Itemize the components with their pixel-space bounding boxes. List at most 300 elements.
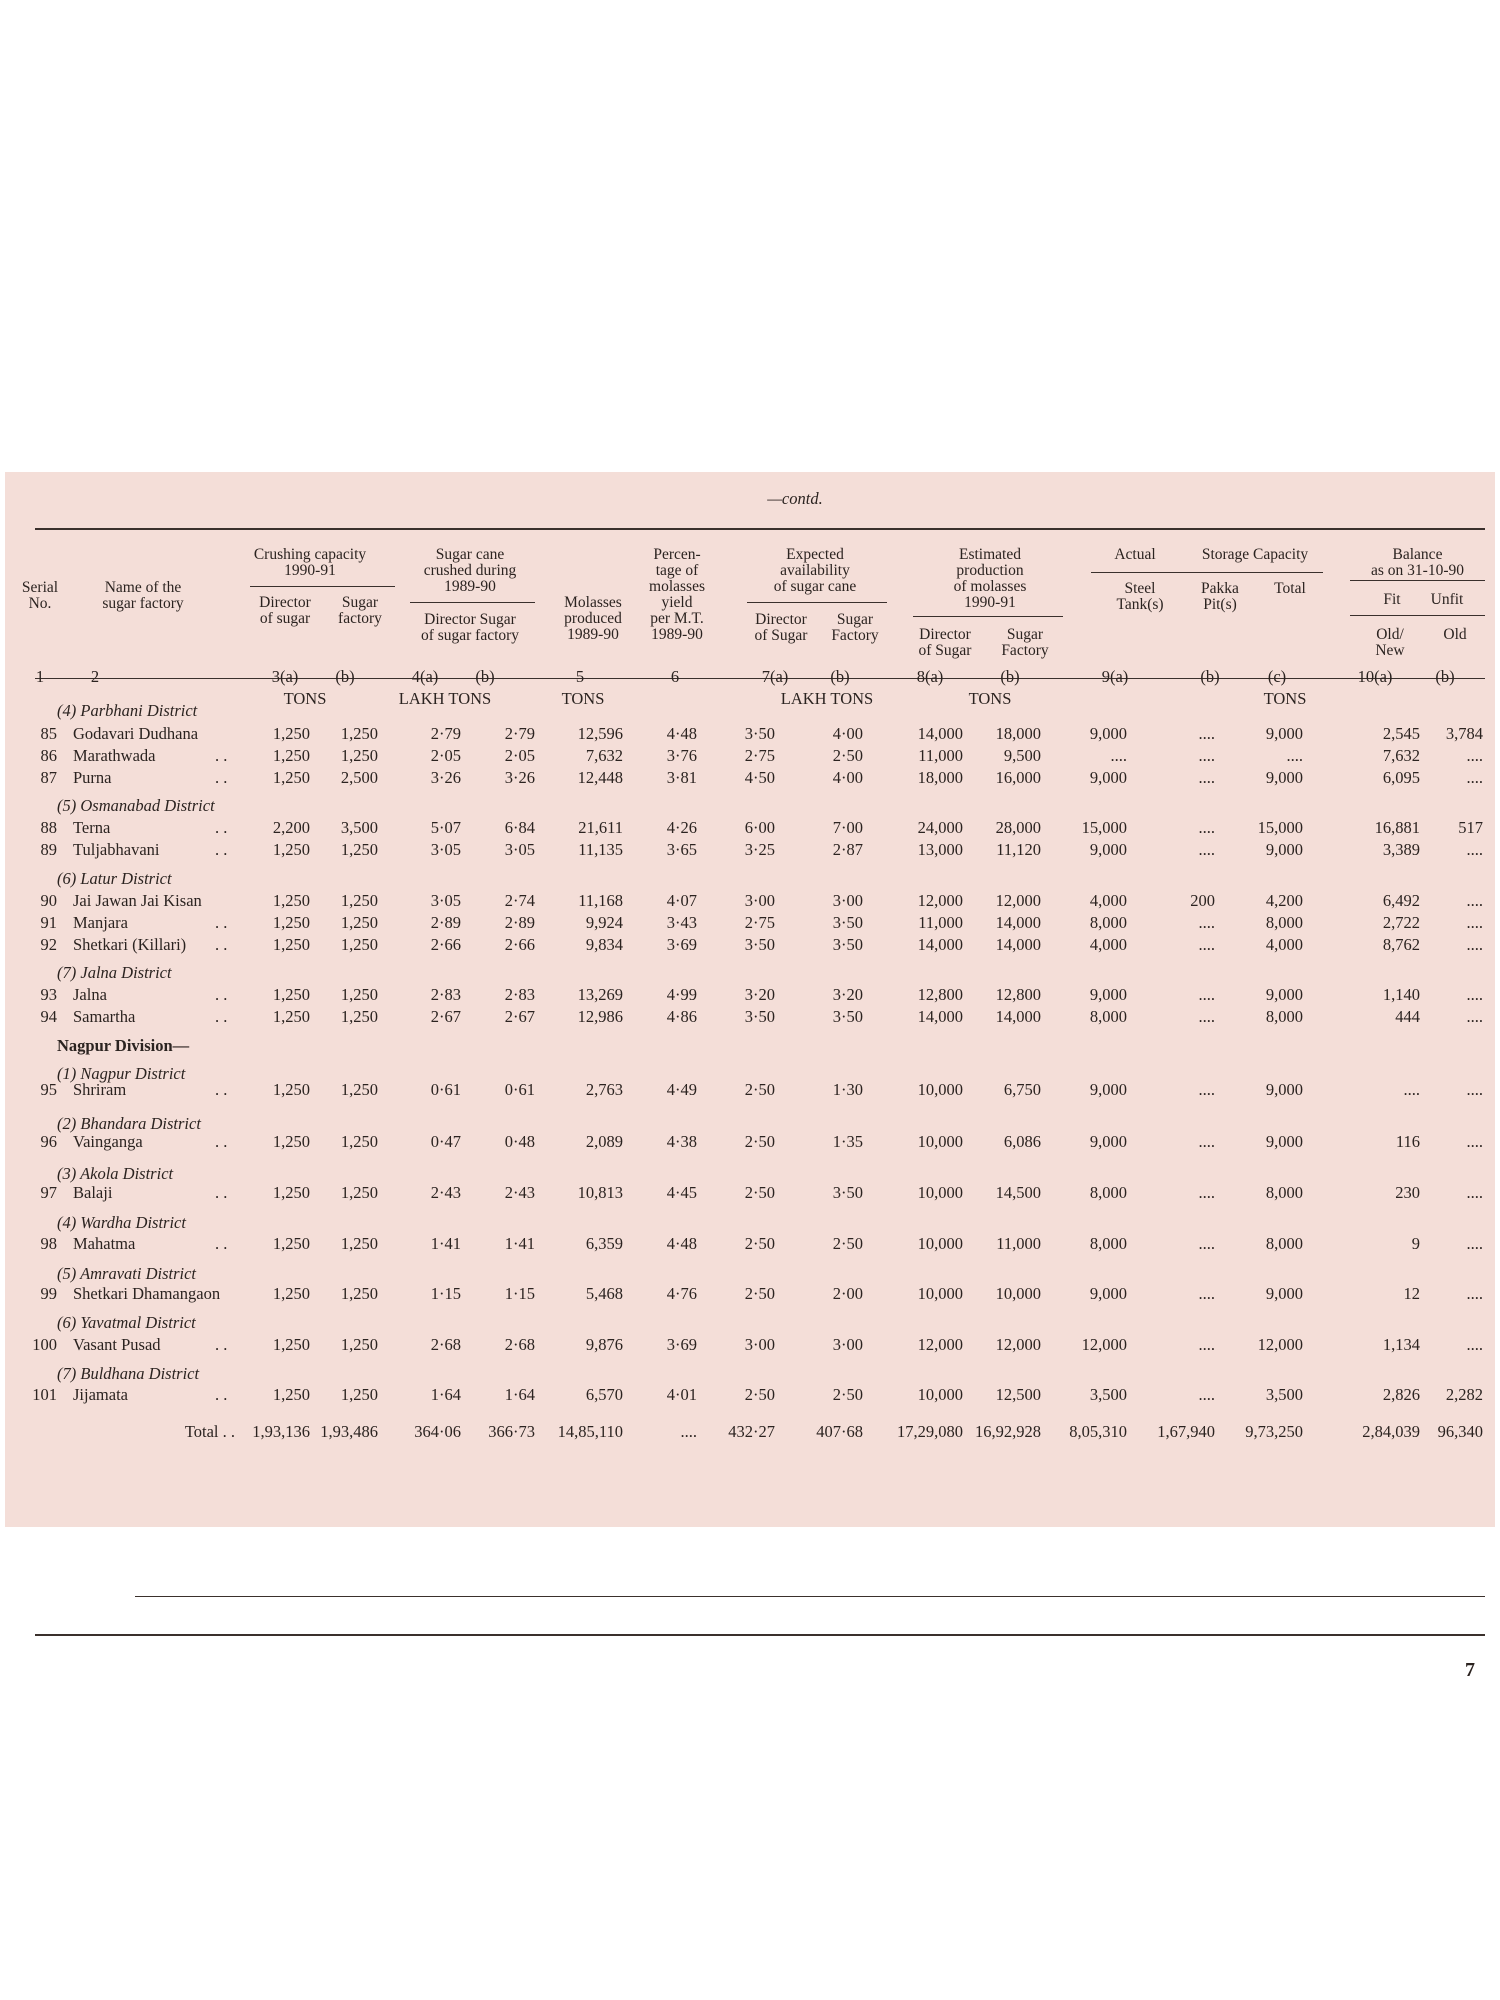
total-cell: 14,85,110	[557, 1422, 623, 1441]
table-cell: 8,000	[1089, 913, 1127, 932]
district-heading: (1) Nagpur District	[57, 1064, 186, 1083]
table-cell: 3·50	[832, 913, 863, 932]
table-cell: 12,596	[577, 724, 623, 743]
table-cell: 9	[1411, 1234, 1420, 1253]
serial-number: 89	[40, 840, 57, 859]
bottom-rule	[35, 1634, 1485, 1636]
table-cell: 2·50	[744, 1385, 775, 1404]
serial-number: 93	[40, 985, 57, 1004]
table-cell: 444	[1395, 1007, 1420, 1026]
table-cell: ....	[1198, 746, 1215, 765]
table-cell: ....	[1466, 985, 1483, 1004]
table-cell: ....	[1198, 1234, 1215, 1253]
table-cell: 6,492	[1382, 891, 1420, 910]
table-cell: ....	[1198, 1183, 1215, 1202]
leader-dots: . .	[215, 818, 228, 837]
table-cell: 1,250	[272, 1007, 310, 1026]
serial-number: 97	[40, 1183, 57, 1202]
table-cell: ....	[1403, 1080, 1420, 1099]
column-number: 10(a)	[1357, 667, 1393, 686]
table-cell: 14,000	[995, 913, 1041, 932]
table-cell: 1·15	[430, 1284, 461, 1303]
table-cell: 1·41	[430, 1234, 461, 1253]
factory-name: Shetkari (Killari)	[73, 935, 187, 954]
factory-name: Jalna	[73, 985, 107, 1004]
total-cell: 407·68	[816, 1422, 863, 1441]
table-cell: 1,250	[272, 768, 310, 787]
header-estimated-b: Sugar Factory	[1001, 626, 1049, 659]
table-cell: 4,000	[1089, 891, 1127, 910]
table-cell: 9,000	[1089, 840, 1127, 859]
total-cell: 16,92,928	[975, 1422, 1041, 1441]
table-cell: 2·66	[430, 935, 461, 954]
table-cell: 8,000	[1265, 1007, 1303, 1026]
serial-number: 94	[40, 1007, 57, 1026]
table-cell: 12,800	[917, 985, 963, 1004]
table-cell: 7,632	[585, 746, 623, 765]
total-cell: 1,93,136	[252, 1422, 310, 1441]
table-cell: 11,135	[578, 840, 623, 859]
table-cell: 2·79	[504, 724, 535, 743]
table-cell: 4·99	[666, 985, 697, 1004]
table-cell: 13,000	[917, 840, 963, 859]
table-cell: 3·20	[744, 985, 775, 1004]
total-cell: 8,05,310	[1069, 1422, 1127, 1441]
table-cell: 1,250	[272, 891, 310, 910]
table-cell: 10,000	[917, 1385, 963, 1404]
table-cell: 1,250	[340, 840, 378, 859]
header-expected: Expected availability of sugar cane	[773, 546, 857, 595]
table-cell: 6·00	[744, 818, 775, 837]
district-heading: (4) Wardha District	[57, 1213, 186, 1232]
table-cell: 3·76	[666, 746, 697, 765]
table-cell: 2·74	[504, 891, 535, 910]
table-cell: 1·41	[504, 1234, 535, 1253]
table-cell: 4·50	[744, 768, 775, 787]
cane-rule	[410, 602, 535, 603]
district-heading: (2) Bhandara District	[57, 1114, 201, 1133]
table-cell: 6,095	[1382, 768, 1420, 787]
unit-label: LAKH TONS	[398, 689, 492, 708]
column-number: 9(a)	[1101, 667, 1129, 686]
header-serial: Serial No.	[21, 579, 59, 612]
table-cell: 1,250	[272, 1132, 310, 1151]
table-cell: 6,570	[585, 1385, 623, 1404]
table-cell: ....	[1198, 768, 1215, 787]
table-cell: 1,250	[272, 1385, 310, 1404]
table-cell: ....	[1198, 1385, 1215, 1404]
table-cell: 4·48	[666, 724, 697, 743]
total-cell: 1,93,486	[320, 1422, 378, 1441]
table-cell: 3·05	[430, 891, 461, 910]
table-cell: 230	[1395, 1183, 1420, 1202]
leader-dots: . .	[215, 1007, 228, 1026]
table-cell: 1,250	[272, 1335, 310, 1354]
table-cell: 1,250	[340, 985, 378, 1004]
header-expected-a: Director of Sugar	[754, 611, 808, 644]
table-cell: 11,168	[578, 891, 623, 910]
column-number: 8(a)	[916, 667, 944, 686]
serial-number: 92	[40, 935, 57, 954]
table-cell: 9,000	[1265, 1132, 1303, 1151]
table-cell: 3·81	[666, 768, 697, 787]
table-cell: 16,000	[995, 768, 1041, 787]
table-cell: 9,834	[585, 935, 623, 954]
table-cell: 0·48	[504, 1132, 535, 1151]
factory-name: Balaji	[73, 1183, 113, 1202]
table-cell: 1,250	[340, 891, 378, 910]
table-cell: 4·76	[666, 1284, 697, 1303]
table-cell: ....	[1198, 1335, 1215, 1354]
factory-name: Tuljabhavani	[73, 840, 160, 859]
table-cell: 2,200	[272, 818, 310, 837]
table-cell: ....	[1198, 985, 1215, 1004]
leader-dots: . .	[215, 768, 228, 787]
table-cell: 3·50	[744, 1007, 775, 1026]
table-cell: 3·50	[744, 935, 775, 954]
table-cell: 9,000	[1089, 768, 1127, 787]
table-cell: 12,000	[1081, 1335, 1127, 1354]
factory-name: Vasant Pusad	[73, 1335, 161, 1354]
factory-name: Shriram	[73, 1080, 127, 1099]
total-top-rule	[135, 1596, 1485, 1597]
table-cell: 1,140	[1382, 985, 1420, 1004]
table-cell: 2·43	[430, 1183, 461, 1202]
table-cell: ....	[1466, 1080, 1483, 1099]
table-cell: ....	[1466, 768, 1483, 787]
table-cell: 9,000	[1265, 985, 1303, 1004]
table-cell: 2·67	[504, 1007, 535, 1026]
table-cell: 10,813	[577, 1183, 623, 1202]
table-cell: 2·50	[832, 1385, 863, 1404]
table-cell: 2·66	[504, 935, 535, 954]
table-cell: 3·00	[832, 891, 863, 910]
table-cell: 2·05	[504, 746, 535, 765]
column-number: (b)	[335, 667, 355, 686]
table-cell: 9,000	[1089, 724, 1127, 743]
table-cell: 10,000	[917, 1284, 963, 1303]
table-cell: 1·15	[504, 1284, 535, 1303]
column-number: (b)	[475, 667, 495, 686]
column-number: 1	[35, 667, 45, 686]
table-cell: 18,000	[917, 768, 963, 787]
table-cell: ....	[1466, 746, 1483, 765]
factory-name: Jijamata	[73, 1385, 128, 1404]
leader-dots: . .	[215, 985, 228, 1004]
header-crushing-b: Sugar factory	[338, 594, 382, 627]
table-cell: 2·50	[744, 1080, 775, 1099]
table-cell: 2,545	[1382, 724, 1420, 743]
column-number: (b)	[1200, 667, 1220, 686]
district-heading: (3) Akola District	[57, 1164, 174, 1183]
table-cell: ....	[1198, 1132, 1215, 1151]
serial-number: 90	[40, 891, 57, 910]
leader-dots: . .	[215, 1234, 228, 1253]
table-cell: 0·61	[430, 1080, 461, 1099]
table-cell: 2,500	[340, 768, 378, 787]
header-name: Name of the sugar factory	[102, 579, 184, 612]
table-cell: 9,924	[585, 913, 623, 932]
leader-dots: . .	[215, 1183, 228, 1202]
table-cell: 3,389	[1382, 840, 1420, 859]
table-cell: 8,000	[1265, 913, 1303, 932]
leader-dots: . .	[215, 1335, 228, 1354]
table-cell: 8,000	[1265, 1183, 1303, 1202]
table-cell: 16,881	[1374, 818, 1420, 837]
column-number: 2	[90, 667, 100, 686]
table-cell: 6,750	[1003, 1080, 1041, 1099]
table-cell: 9,000	[1089, 1284, 1127, 1303]
page-number: 7	[1465, 1659, 1475, 1681]
table-cell: 2,089	[585, 1132, 623, 1151]
column-number: (b)	[830, 667, 850, 686]
table-cell: 1,250	[340, 1335, 378, 1354]
total-cell: 96,340	[1437, 1422, 1483, 1441]
leader-dots: . .	[215, 1132, 228, 1151]
table-cell: 6,086	[1003, 1132, 1041, 1151]
table-cell: ....	[1466, 1183, 1483, 1202]
leader-dots: . .	[215, 913, 228, 932]
unit-label: TONS	[1263, 689, 1307, 708]
table-cell: 4·00	[832, 768, 863, 787]
table-cell: 3·65	[666, 840, 697, 859]
table-cell: 4·00	[832, 724, 863, 743]
storage-rule	[1091, 572, 1323, 573]
district-heading: (5) Amravati District	[57, 1264, 197, 1283]
serial-number: 100	[32, 1335, 57, 1354]
total-cell: 17,29,080	[897, 1422, 963, 1441]
table-cell: 2,826	[1382, 1385, 1420, 1404]
table-cell: 24,000	[917, 818, 963, 837]
table-cell: 12,000	[917, 891, 963, 910]
table-cell: 2·43	[504, 1183, 535, 1202]
column-number: 5	[575, 667, 585, 686]
table-cell: 2·68	[504, 1335, 535, 1354]
table-cell: ....	[1466, 1007, 1483, 1026]
serial-number: 91	[40, 913, 57, 932]
total-cell: 432·27	[728, 1422, 775, 1441]
table-cell: 2·50	[832, 1234, 863, 1253]
table-cell: 1,250	[340, 1080, 378, 1099]
top-rule	[35, 528, 1485, 530]
table-cell: 21,611	[578, 818, 623, 837]
table-cell: 6,359	[585, 1234, 623, 1253]
unit-label: TONS	[561, 689, 605, 708]
table-cell: 116	[1395, 1132, 1420, 1151]
table-cell: 3·00	[744, 891, 775, 910]
unit-label: LAKH TONS	[780, 689, 874, 708]
table-cell: 2·75	[744, 746, 775, 765]
table-cell: 9,000	[1265, 724, 1303, 743]
table-cell: 9,000	[1265, 1284, 1303, 1303]
table-cell: 1,250	[272, 1080, 310, 1099]
leader-dots: . .	[215, 1385, 228, 1404]
unit-label: TONS	[968, 689, 1012, 708]
table-cell: 4·26	[666, 818, 697, 837]
table-cell: 2·50	[744, 1183, 775, 1202]
table-cell: 2·68	[430, 1335, 461, 1354]
table-cell: 2·87	[832, 840, 863, 859]
table-cell: 3,500	[1265, 1385, 1303, 1404]
table-cell: ....	[1286, 746, 1303, 765]
table-cell: 2·50	[744, 1284, 775, 1303]
table-cell: 7·00	[832, 818, 863, 837]
serial-number: 96	[40, 1132, 57, 1151]
table-cell: 4,200	[1265, 891, 1303, 910]
district-heading: (4) Parbhani District	[57, 701, 198, 720]
total-cell: 366·73	[488, 1422, 535, 1441]
balance-rule	[1350, 580, 1485, 581]
table-cell: ....	[1466, 935, 1483, 954]
table-cell: 1,250	[272, 935, 310, 954]
table-cell: 14,000	[995, 935, 1041, 954]
table-cell: 14,000	[917, 1007, 963, 1026]
table-cell: 15,000	[1257, 818, 1303, 837]
header-estimated: Estimated production of molasses 1990-91	[953, 546, 1027, 611]
table-cell: 1·64	[504, 1385, 535, 1404]
table-cell: 8,000	[1089, 1183, 1127, 1202]
table-cell: 3·26	[430, 768, 461, 787]
table-cell: 1,250	[340, 1007, 378, 1026]
serial-number: 95	[40, 1080, 57, 1099]
table-cell: ....	[1466, 1234, 1483, 1253]
table-cell: 3·43	[666, 913, 697, 932]
table-cell: ....	[1198, 724, 1215, 743]
header-actual: Actual	[1114, 546, 1156, 563]
total-cell: 364·06	[414, 1422, 461, 1441]
district-heading: (6) Latur District	[57, 869, 172, 888]
table-cell: 1,250	[340, 935, 378, 954]
total-cell: 9,73,250	[1245, 1422, 1303, 1441]
header-estimated-a: Director of Sugar	[918, 626, 972, 659]
table-cell: 3·50	[744, 724, 775, 743]
serial-number: 98	[40, 1234, 57, 1253]
table-cell: ....	[1198, 840, 1215, 859]
column-number: (b)	[1000, 667, 1020, 686]
table-cell: 9,500	[1003, 746, 1041, 765]
table-cell: 2·75	[744, 913, 775, 932]
table-cell: 2·05	[430, 746, 461, 765]
table-cell: 11,120	[996, 840, 1041, 859]
table-cell: 10,000	[995, 1284, 1041, 1303]
unit-label: TONS	[283, 689, 327, 708]
table-cell: 9,000	[1265, 768, 1303, 787]
district-heading: (7) Jalna District	[57, 963, 172, 982]
table-cell: 3·05	[504, 840, 535, 859]
table-cell: 14,000	[917, 935, 963, 954]
table-cell: 4·49	[666, 1080, 697, 1099]
column-number: 7(a)	[761, 667, 789, 686]
table-cell: 11,000	[918, 746, 963, 765]
table-cell: 1,250	[340, 746, 378, 765]
table-cell: ....	[1110, 746, 1127, 765]
table-cell: 2·67	[430, 1007, 461, 1026]
leader-dots: . .	[215, 935, 228, 954]
table-cell: 6·84	[504, 818, 535, 837]
table-cell: ....	[1198, 1284, 1215, 1303]
table-cell: 2·89	[430, 913, 461, 932]
table-cell: ....	[1466, 913, 1483, 932]
table-cell: ....	[1466, 891, 1483, 910]
table-cell: 3·50	[832, 1007, 863, 1026]
table-cell: 4·48	[666, 1234, 697, 1253]
table-cell: 1,250	[272, 724, 310, 743]
header-cane-ab: Director Sugar of sugar factory	[420, 611, 520, 644]
table-cell: 8,000	[1265, 1234, 1303, 1253]
table-cell: 1,250	[272, 840, 310, 859]
serial-number: 85	[40, 724, 57, 743]
table-cell: ....	[1198, 935, 1215, 954]
header-oldnew: Old/ New	[1375, 626, 1405, 659]
factory-name: Marathwada	[73, 746, 156, 765]
table-cell: 2·83	[430, 985, 461, 1004]
table-cell: 2·50	[832, 746, 863, 765]
table-cell: 9,000	[1089, 985, 1127, 1004]
table-cell: 12,000	[917, 1335, 963, 1354]
header-pakka: Pakka Pit(s)	[1201, 580, 1239, 613]
table-cell: 11,000	[996, 1234, 1041, 1253]
table-cell: 4·07	[666, 891, 697, 910]
header-molasses: Molasses produced 1989-90	[564, 594, 622, 643]
factory-name: Vainganga	[73, 1132, 143, 1151]
table-cell: 3·25	[744, 840, 775, 859]
table-cell: 1,250	[272, 1183, 310, 1202]
table-cell: 3·00	[832, 1335, 863, 1354]
table-cell: 1,250	[272, 746, 310, 765]
factory-name: Manjara	[73, 913, 128, 932]
table-cell: 14,500	[995, 1183, 1041, 1202]
factory-name: Purna	[73, 768, 112, 787]
serial-number: 88	[40, 818, 57, 837]
table-cell: 9,000	[1089, 1132, 1127, 1151]
header-crushing-a: Director of sugar	[259, 594, 311, 627]
estimated-rule	[913, 616, 1063, 617]
table-cell: 1·64	[430, 1385, 461, 1404]
serial-number: 87	[40, 768, 57, 787]
table-cell: ....	[1198, 1007, 1215, 1026]
table-cell: 1,250	[340, 724, 378, 743]
table-cell: 0·47	[430, 1132, 461, 1151]
page-sheet	[5, 472, 1495, 1681]
table-cell: 28,000	[995, 818, 1041, 837]
crushing-rule	[250, 586, 395, 587]
table-cell: 517	[1458, 818, 1483, 837]
expected-rule	[747, 602, 887, 603]
table-cell: 2·50	[744, 1132, 775, 1151]
table-cell: 12,000	[995, 1335, 1041, 1354]
serial-number: 99	[40, 1284, 57, 1303]
factory-name: Godavari Dudhana	[73, 724, 199, 743]
table-cell: 2·79	[430, 724, 461, 743]
header-crushing: Crushing capacity 1990-91	[253, 546, 367, 579]
table-cell: ....	[1466, 1284, 1483, 1303]
header-cane: Sugar cane crushed during 1989-90	[423, 546, 517, 595]
header-expected-b: Sugar Factory	[831, 611, 879, 644]
table-cell: 3·05	[430, 840, 461, 859]
table-cell: 4,000	[1089, 935, 1127, 954]
table-cell: 10,000	[917, 1080, 963, 1099]
table-cell: 0·61	[504, 1080, 535, 1099]
fit-rule	[1350, 615, 1485, 616]
district-heading: (6) Yavatmal District	[57, 1313, 196, 1332]
table-cell: 10,000	[917, 1132, 963, 1151]
table-cell: 2,763	[585, 1080, 623, 1099]
table-cell: 9,000	[1089, 1080, 1127, 1099]
table-cell: 3·50	[832, 935, 863, 954]
table-cell: 12,986	[577, 1007, 623, 1026]
table-cell: 4·86	[666, 1007, 697, 1026]
table-cell: 1,134	[1382, 1335, 1420, 1354]
